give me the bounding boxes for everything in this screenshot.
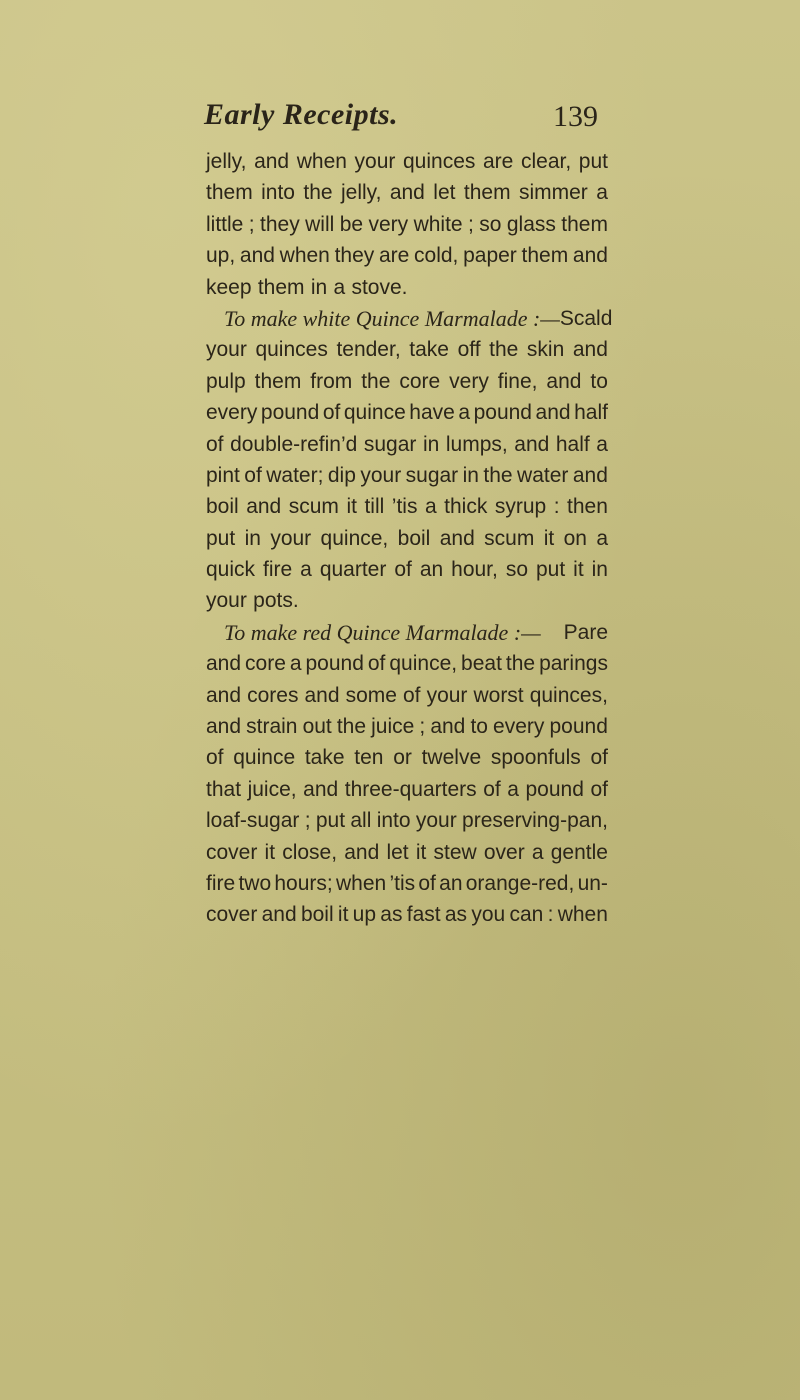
word: clear, xyxy=(520,150,572,173)
word: of xyxy=(590,746,608,770)
word: half xyxy=(574,401,608,425)
word: of xyxy=(206,746,224,770)
word: in xyxy=(422,432,440,456)
word: close, xyxy=(282,840,338,864)
word: let xyxy=(386,840,409,864)
word: of xyxy=(206,432,224,456)
word: cold, xyxy=(414,244,459,268)
word: and xyxy=(389,181,425,205)
word: a xyxy=(596,432,608,456)
word: two xyxy=(238,871,272,895)
word: that xyxy=(206,777,242,801)
word: it xyxy=(264,840,276,864)
word: skin xyxy=(526,338,565,362)
word: beat xyxy=(461,652,502,676)
word: it xyxy=(337,903,349,927)
word: un- xyxy=(577,871,608,895)
word: them xyxy=(254,369,302,393)
word: in xyxy=(591,558,608,582)
word: or xyxy=(393,746,412,770)
word: quarter xyxy=(319,558,387,582)
word: them xyxy=(561,212,608,236)
text-line xyxy=(206,523,608,554)
text-line xyxy=(206,585,608,616)
word: it xyxy=(346,495,357,519)
word: up, xyxy=(206,244,236,268)
text-line xyxy=(206,617,608,648)
word: some xyxy=(345,683,397,707)
word: orange-red, xyxy=(465,871,575,895)
word: then xyxy=(567,495,608,519)
word: hours; xyxy=(274,871,333,895)
word: a xyxy=(531,840,544,864)
word: till xyxy=(364,495,385,519)
word: and xyxy=(206,683,242,707)
word: white xyxy=(413,212,463,236)
word: when xyxy=(296,150,347,173)
text-line xyxy=(206,491,608,522)
word: pint xyxy=(206,463,240,487)
word: the xyxy=(505,652,536,676)
word: quince, xyxy=(389,652,458,676)
word: cores xyxy=(247,683,299,707)
word: and xyxy=(261,903,297,927)
word: from xyxy=(310,369,353,393)
word: the xyxy=(483,463,513,487)
word: over xyxy=(483,840,525,864)
word: the xyxy=(489,338,519,362)
word: and xyxy=(206,652,242,676)
word: : xyxy=(547,903,554,927)
word: an xyxy=(419,558,444,582)
text-line xyxy=(206,460,608,491)
word: a xyxy=(424,495,437,519)
word: quinces xyxy=(403,150,476,173)
word: them xyxy=(521,244,569,268)
word: sugar xyxy=(405,463,459,487)
word: a xyxy=(300,558,312,582)
word: in xyxy=(310,275,328,299)
word: a xyxy=(596,181,608,205)
word: pound xyxy=(260,401,320,425)
word: ’tis xyxy=(391,495,418,519)
word: your xyxy=(354,150,396,173)
word: and xyxy=(546,369,582,393)
word: are xyxy=(483,150,514,173)
word: glass xyxy=(506,212,556,236)
word: little xyxy=(206,212,244,236)
word: your xyxy=(206,589,247,613)
word: of xyxy=(418,871,436,895)
word: they xyxy=(260,212,300,236)
word: your xyxy=(415,809,457,833)
word: them xyxy=(463,181,511,205)
text-line xyxy=(206,177,608,208)
text-line xyxy=(206,429,608,460)
word: them xyxy=(257,275,305,299)
word: juice xyxy=(371,715,415,739)
word: an xyxy=(439,871,463,895)
word: your xyxy=(360,463,402,487)
word: into xyxy=(376,809,411,833)
word: take xyxy=(304,746,345,770)
page-number: 139 xyxy=(553,100,598,133)
word: a xyxy=(507,777,519,801)
word: half xyxy=(555,432,590,456)
word: fire xyxy=(206,871,236,895)
text-line xyxy=(206,272,608,303)
text-line xyxy=(206,334,608,365)
word: fine, xyxy=(497,369,538,393)
word: and xyxy=(239,244,275,268)
word: out xyxy=(302,715,332,739)
text-line xyxy=(206,366,608,397)
word: ten xyxy=(354,746,384,770)
word: to xyxy=(470,715,488,739)
word: very xyxy=(368,212,409,236)
word: of xyxy=(244,463,262,487)
text-line xyxy=(206,868,608,899)
word: pound xyxy=(549,715,608,739)
word: take xyxy=(409,338,449,362)
word: stove. xyxy=(351,275,408,299)
word: a xyxy=(333,275,346,299)
word: in xyxy=(244,526,261,550)
word: a xyxy=(458,401,471,425)
word: of xyxy=(367,652,386,676)
word: Scald xyxy=(559,306,613,330)
recipe-heading: To make red Quince Marmalade :— xyxy=(224,619,541,645)
word: stew xyxy=(433,840,477,864)
word: can xyxy=(509,903,544,927)
word: Pare xyxy=(563,620,608,644)
text-line xyxy=(206,837,608,868)
word: syrup xyxy=(494,495,547,519)
word: when xyxy=(279,244,330,268)
word: jelly, xyxy=(340,181,382,205)
word: quince, xyxy=(320,526,389,550)
word: jelly, xyxy=(206,150,247,173)
word: very xyxy=(449,369,489,393)
word: they xyxy=(334,244,375,268)
word: and xyxy=(514,432,550,456)
word: pulp xyxy=(206,369,246,393)
word: ; xyxy=(419,715,426,739)
word: of xyxy=(483,777,501,801)
word: it xyxy=(543,526,555,550)
word: your xyxy=(270,526,312,550)
body-text xyxy=(206,146,613,931)
word: fast xyxy=(406,903,441,927)
word: tender, xyxy=(336,338,401,362)
word: quinces, xyxy=(529,683,608,707)
word: juice, xyxy=(247,777,297,801)
word: pots. xyxy=(253,589,299,613)
word: dip xyxy=(327,463,356,487)
word: let xyxy=(433,181,456,205)
word: quince xyxy=(343,401,406,425)
word: the xyxy=(336,715,367,739)
word: quinces xyxy=(255,338,328,362)
word: so xyxy=(505,558,529,582)
word: of xyxy=(590,777,608,801)
word: of xyxy=(403,683,421,707)
word: ; xyxy=(304,809,311,833)
word: three-quarters xyxy=(344,777,477,801)
word: boil xyxy=(397,526,431,550)
page-header xyxy=(204,98,604,142)
word: boil xyxy=(300,903,334,927)
word: put xyxy=(206,526,236,550)
word: core xyxy=(245,652,286,676)
word: water xyxy=(517,463,569,487)
word: quick xyxy=(206,558,256,582)
word: to xyxy=(590,369,608,393)
word: as xyxy=(444,903,468,927)
text-line xyxy=(206,899,608,930)
word: scum xyxy=(484,526,535,550)
text-line xyxy=(206,805,608,836)
word: put xyxy=(535,558,566,582)
word: keep xyxy=(206,275,252,299)
word: your xyxy=(206,338,247,362)
word: are xyxy=(378,244,410,268)
word: and xyxy=(304,683,340,707)
word: every xyxy=(206,401,258,425)
word: and xyxy=(303,777,339,801)
word: you xyxy=(471,903,506,927)
word: up xyxy=(352,903,377,927)
text-line xyxy=(206,303,613,334)
word: and xyxy=(572,244,608,268)
word: thick xyxy=(444,495,488,519)
word: ; xyxy=(468,212,474,236)
word: the xyxy=(361,369,391,393)
text-line xyxy=(206,774,608,805)
word: put xyxy=(315,809,346,833)
word: of xyxy=(322,401,341,425)
word: lumps, xyxy=(445,432,508,456)
word: and xyxy=(535,401,571,425)
word: off xyxy=(457,338,481,362)
word: parings xyxy=(539,652,608,676)
word: and xyxy=(572,338,608,362)
word: it xyxy=(415,840,427,864)
word: boil xyxy=(206,495,239,519)
word: scum xyxy=(288,495,339,519)
word: pound xyxy=(525,777,584,801)
word: ’tis xyxy=(389,871,416,895)
recipe-heading: To make white Quince Marmalade :— xyxy=(224,305,560,331)
word: double-refin’d xyxy=(230,432,358,456)
word: and xyxy=(246,495,282,519)
text-line xyxy=(206,397,608,428)
word: loaf-sugar xyxy=(206,809,300,833)
text-line xyxy=(206,554,608,585)
text-line xyxy=(206,146,608,177)
word: on xyxy=(563,526,587,550)
word: and xyxy=(254,150,290,173)
word: preserving-pan, xyxy=(462,809,608,833)
word: your xyxy=(426,683,468,707)
word: put xyxy=(578,150,608,173)
word: a xyxy=(596,526,608,550)
word: so xyxy=(479,212,502,236)
word: in xyxy=(462,463,479,487)
word: all xyxy=(350,809,372,833)
text-line xyxy=(206,209,608,240)
word: water; xyxy=(266,463,324,487)
word: cover xyxy=(206,840,258,864)
word: and xyxy=(344,840,380,864)
word: ; xyxy=(248,212,255,236)
text-line xyxy=(206,742,608,773)
word: a xyxy=(289,652,302,676)
word: sugar xyxy=(363,432,417,456)
word: pound xyxy=(473,401,532,425)
word: gentle xyxy=(550,840,608,864)
word: and xyxy=(430,715,466,739)
word: have xyxy=(409,401,455,425)
word: the xyxy=(303,181,333,205)
word: twelve xyxy=(421,746,482,770)
word: quince xyxy=(233,746,296,770)
word: worst xyxy=(473,683,524,707)
word: and xyxy=(572,463,608,487)
word: it xyxy=(573,558,584,582)
word: and xyxy=(206,715,242,739)
word: of xyxy=(394,558,412,582)
word: hour, xyxy=(451,558,498,582)
word: when xyxy=(557,903,608,927)
word: every xyxy=(493,715,545,739)
word: fire xyxy=(263,558,293,582)
text-line xyxy=(206,240,608,271)
word: will xyxy=(305,212,335,236)
word: be xyxy=(339,212,364,236)
word: and xyxy=(439,526,475,550)
word: paper xyxy=(463,244,517,268)
text-line xyxy=(206,680,608,711)
word: cover xyxy=(206,903,258,927)
text-line xyxy=(206,648,608,679)
word: strain xyxy=(246,715,298,739)
word: spoonfuls xyxy=(490,746,581,770)
running-title: Early Receipts. xyxy=(204,98,399,131)
word: when xyxy=(336,871,387,895)
word: core xyxy=(399,369,441,393)
word: them xyxy=(206,181,253,205)
word: simmer xyxy=(518,181,588,205)
word: into xyxy=(261,181,295,205)
word: as xyxy=(380,903,403,927)
word: : xyxy=(553,495,560,519)
word: pound xyxy=(305,652,364,676)
text-line xyxy=(206,711,608,742)
